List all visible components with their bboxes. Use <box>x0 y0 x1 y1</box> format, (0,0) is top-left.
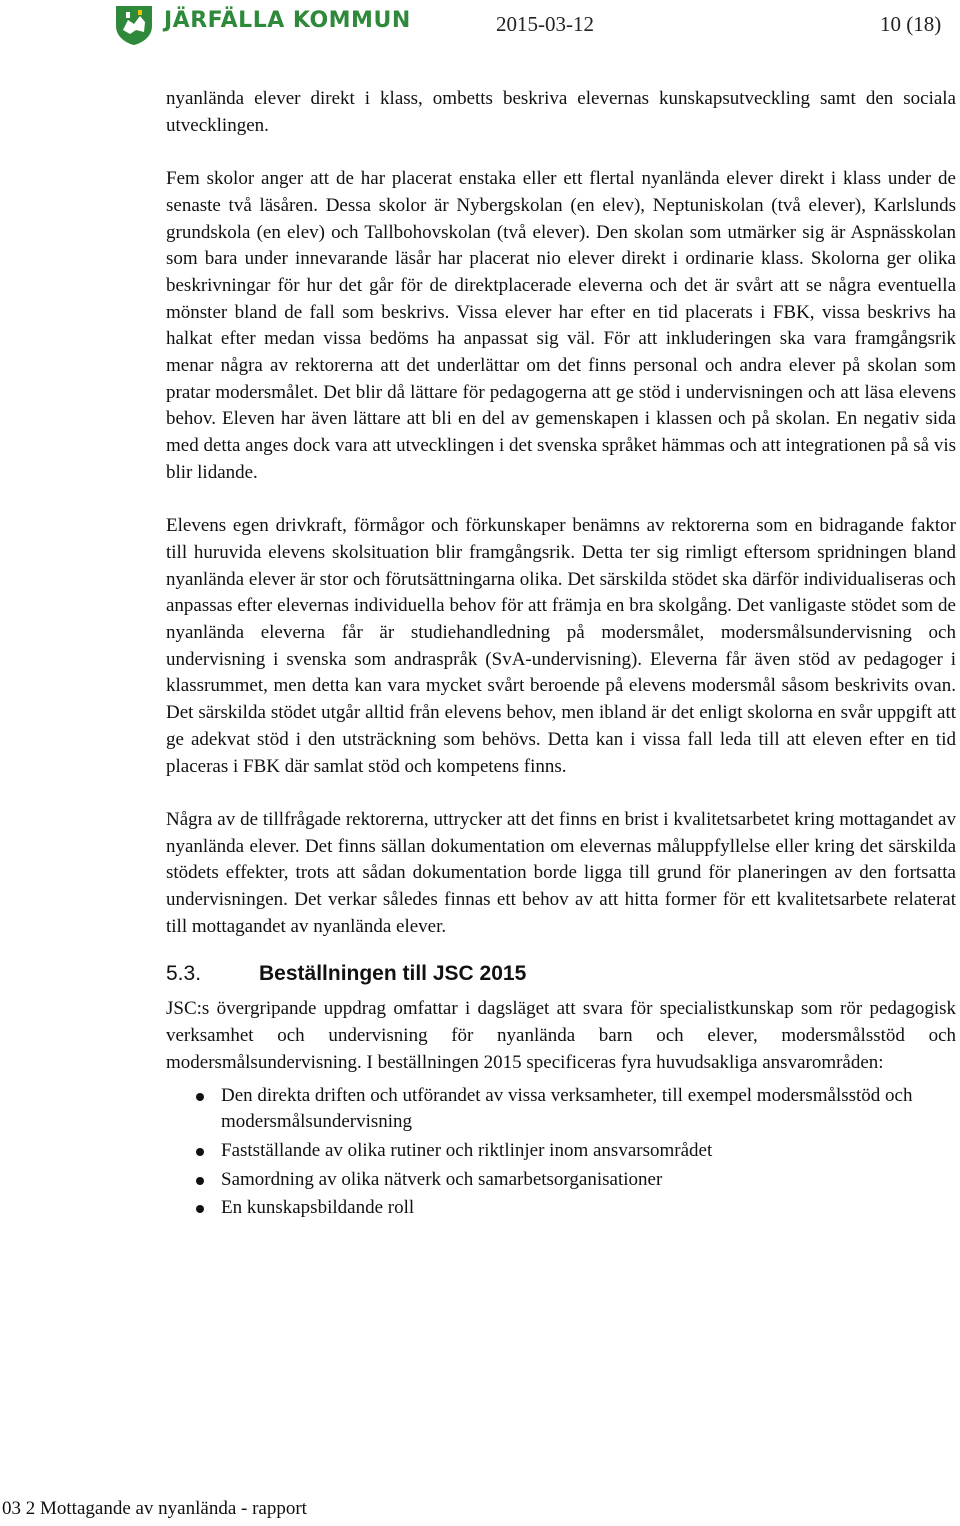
list-item-text: Samordning av olika nätverk och samarbetsorganisationer <box>221 1168 663 1190</box>
bullet-icon <box>196 1148 204 1156</box>
section-title: Beställningen till JSC 2015 <box>259 962 527 986</box>
list-item-text: En kunskapsbildande roll <box>221 1197 415 1219</box>
brand-name: JÄRFÄLLA KOMMUN <box>164 8 411 33</box>
section-number: 5.3. <box>166 962 202 986</box>
list-item <box>166 1138 956 1165</box>
page-footer: 03 2 Mottagande av nyanlända - rapport <box>2 1498 307 1519</box>
list-item <box>166 1195 956 1222</box>
paragraph: Elevens egen drivkraft, förmågor och förkunskaper benämns av rektorerna som en bidragande faktor till huruvida elevens skolsituation blir framgångsrik. Detta ter sig rimligt eftersom spridningen bland nyanlända elever är stor och förutsättningarna olika. Det särskilda stödet ska därför individualiseras och anpassas efter elevernas individuella behov för att främja en bra skolgång. Det vanligaste stödet som de nyanlända eleverna får är studiehandledning på modersmålet, modersmålsundervisning och undervisning i svenska som andraspråk (SvA-undervisning). Eleverna får även stöd av pedagoger i klassrummet, men detta kan vara mycket svårt beroende på elevens modersmål såsom beskrivits ovan. Det särskilda stödet utgår alltid från elevens behov, men ibland är det enligt skolorna en svår uppgift att ge adekvat stöd i den utsträckning som behövs. Detta kan i vissa fall leda till att eleven efter en tid placeras i FBK där samlat stöd och kompetens finns. <box>166 515 956 777</box>
list-item <box>166 1083 956 1136</box>
paragraph: Några av de tillfrågade rektorerna, uttrycker att det finns en brist i kvalitetsarbetet kring mottagandet av nyanlända elever. Det finns sällan dokumentation om elevernas måluppfyllelse eller kring det särskilda stödets effekter, trots att sådan dokumentation borde ligga till grund för planeringen av den fortsatta undervisningen. Det verkar således finnas ett behov av att hitta former för ett kvalitetsarbete relaterat till mottagandet av nyanlända elever. <box>166 808 956 937</box>
document-date: 2015-03-12 <box>496 12 594 36</box>
list-item-text: Fastställande av olika rutiner och riktlinjer inom ansvarsområdet <box>221 1139 713 1161</box>
bullet-icon <box>196 1177 204 1185</box>
page-number: 10 (18) <box>880 12 942 36</box>
bullet-icon <box>196 1205 204 1213</box>
section-heading <box>166 962 956 986</box>
list-item-text: Den direkta driften och utförandet av vissa verksamheter, till exempel modersmålsstöd och modersmålsundervisning <box>221 1084 913 1133</box>
bullet-list <box>166 1083 956 1223</box>
list-item <box>166 1167 956 1194</box>
page-header <box>0 0 960 50</box>
paragraph: Fem skolor anger att de har placerat enstaka eller ett flertal nyanlända elever direkt i klass under de senaste två läsåren. Dessa skolor är Nybergskolan (en elev), Neptuniskolan (två elever), Karlslunds grundskola (en elev) och Tallbohovskolan (två elever). Den skolan som utmärker sig är Aspnässkolan som bara under innevarande läsår har placerat nio elever direkt i ordinarie klass. Skolorna ger olika beskrivningar för hur det går för de direktplacerade eleverna och det är svårt att se några eventuella mönster bland de fall som beskrivs. Vissa elever har efter en tid placerats i FBK, vissa beskrivs ha halkat efter medan vissa bedöms ha anpassat sig väl. För att inkluderingen ska vara framgångsrik menar några av rektorerna att det underlättar om det finns personal och andra elever på skolan som pratar modersmålet. Det blir då lättare för pedagogerna att ge stöd i undervisningen och att läsa elevens behov. Eleven har även lättare att bli en del av gemenskapen i klassen och på skolan. En negativ sida med detta anges dock vara att utvecklingen i det svenska språket hämmas och att integrationen på så vis blir lidande. <box>166 168 956 483</box>
document-body <box>166 86 956 1224</box>
paragraph: nyanlända elever direkt i klass, ombetts beskriva elevernas kunskapsutveckling samt den sociala utvecklingen. <box>166 88 956 136</box>
section-intro: JSC:s övergripande uppdrag omfattar i dagsläget att svara för specialistkunskap som rör pedagogisk verksamhet och undervisning för nyanlända barn och elever, modersmålsstöd och modersmålsundervisning. I beställningen 2015 specificeras fyra huvudsakliga ansvarområden: <box>166 998 956 1073</box>
bullet-icon <box>196 1093 204 1101</box>
municipal-coat-of-arms-icon <box>114 4 154 46</box>
